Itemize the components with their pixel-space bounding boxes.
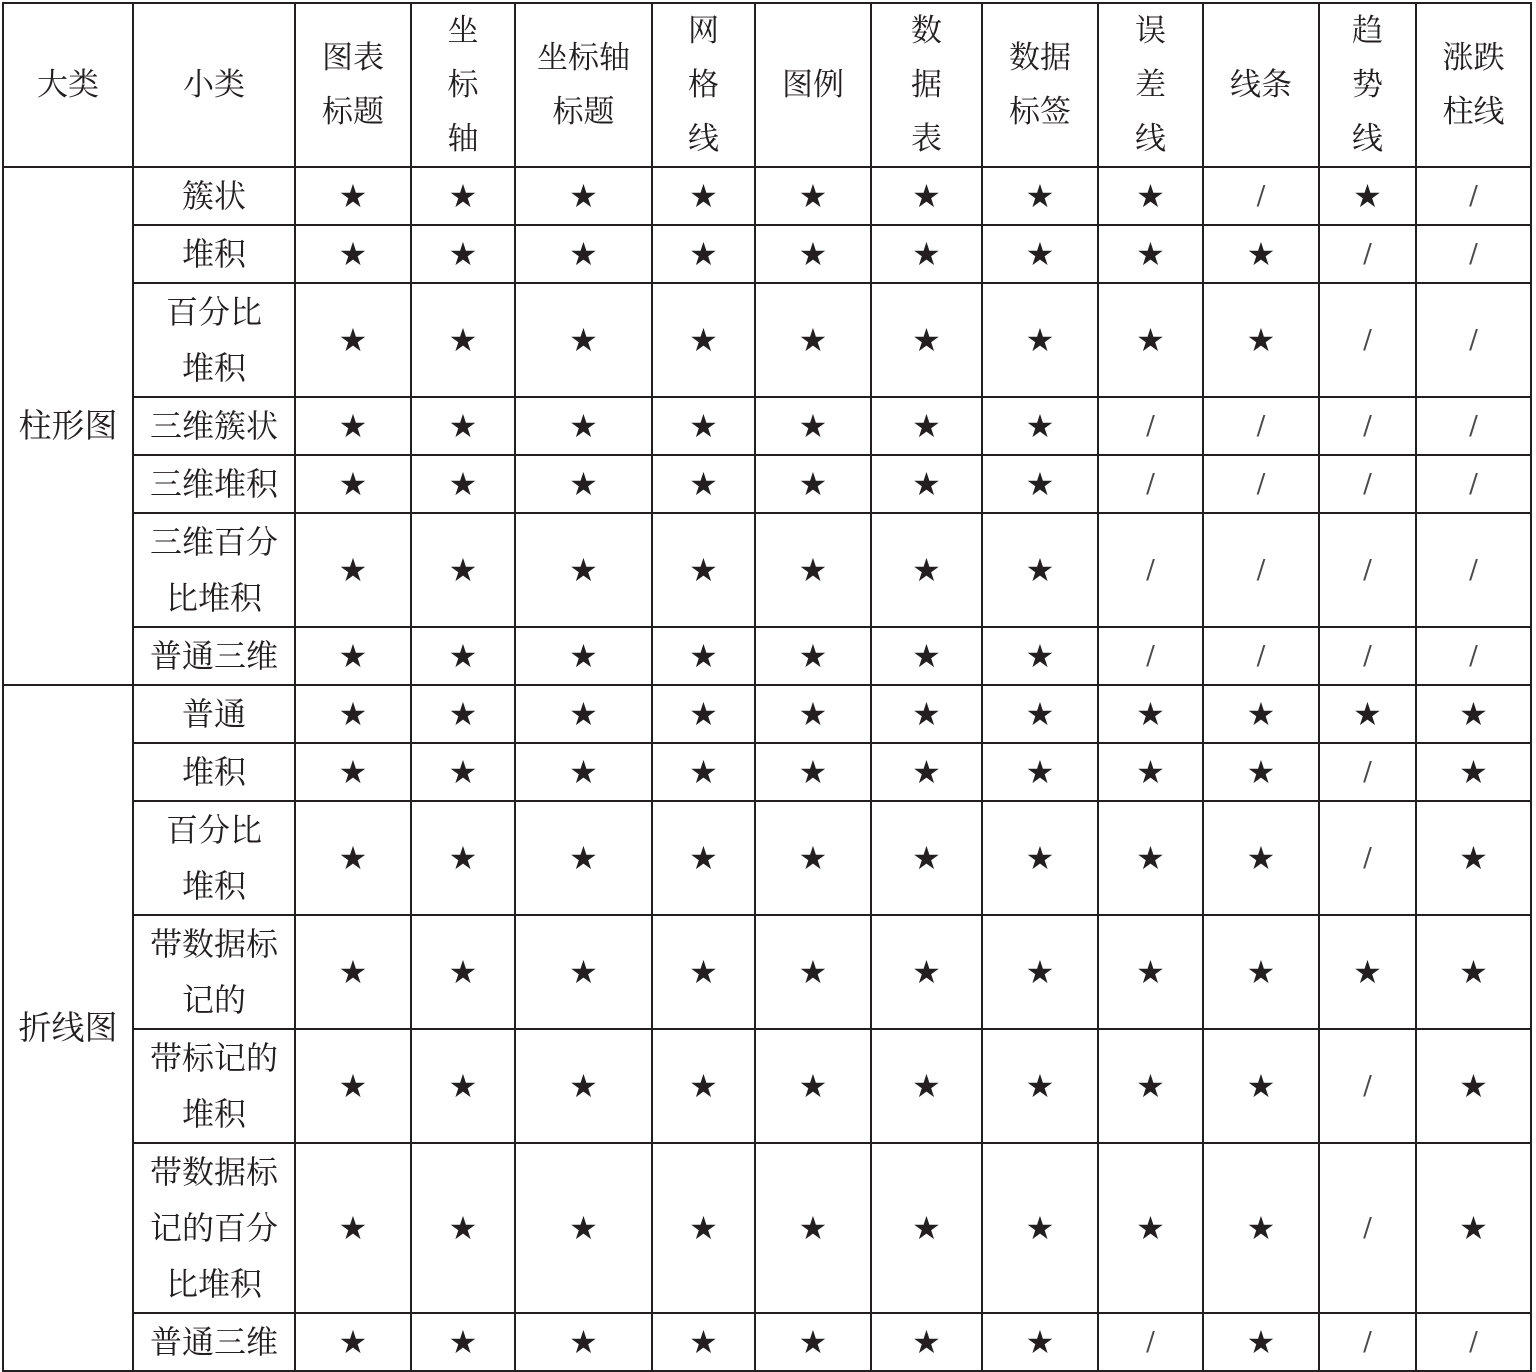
not-supported-slash: / xyxy=(1416,397,1531,455)
column-header-text: 图表 xyxy=(322,40,384,76)
supported-star-icon: ★ xyxy=(982,1313,1098,1371)
supported-star-icon: ★ xyxy=(871,513,982,627)
not-supported-slash: / xyxy=(1203,627,1319,685)
supported-star-icon: ★ xyxy=(755,225,871,283)
supported-star-icon: ★ xyxy=(295,685,411,743)
column-header-chart-title xyxy=(295,3,411,167)
subcategory-text: 三维簇状 xyxy=(149,407,278,445)
column-header-text: 标 xyxy=(447,67,479,103)
table-body xyxy=(3,167,1531,1371)
not-supported-slash: / xyxy=(1319,1029,1416,1143)
supported-star-icon: ★ xyxy=(515,1143,652,1313)
not-supported-slash: / xyxy=(1416,455,1531,513)
supported-star-icon: ★ xyxy=(1319,685,1416,743)
subcategory-text: 带数据标 xyxy=(149,1153,278,1191)
supported-star-icon: ★ xyxy=(1098,225,1203,283)
subcategory-text: 记的百分 xyxy=(149,1209,278,1247)
column-header-text: 标签 xyxy=(1009,94,1071,130)
not-supported-slash: / xyxy=(1416,627,1531,685)
supported-star-icon: ★ xyxy=(515,743,652,801)
supported-star-icon: ★ xyxy=(982,455,1098,513)
supported-star-icon: ★ xyxy=(982,801,1098,915)
supported-star-icon: ★ xyxy=(295,283,411,397)
chart-element-support-table xyxy=(2,2,1532,1372)
not-supported-slash: / xyxy=(1319,1143,1416,1313)
column-header-text: 线 xyxy=(1352,121,1383,157)
supported-star-icon: ★ xyxy=(515,397,652,455)
supported-star-icon: ★ xyxy=(652,455,755,513)
supported-star-icon: ★ xyxy=(515,513,652,627)
table-row xyxy=(3,743,1531,801)
column-header-text: 网 xyxy=(688,13,719,49)
supported-star-icon: ★ xyxy=(411,513,515,627)
column-header-text: 标题 xyxy=(322,94,384,130)
not-supported-slash: / xyxy=(1319,513,1416,627)
supported-star-icon: ★ xyxy=(652,167,755,225)
supported-star-icon: ★ xyxy=(652,743,755,801)
subcategory-text: 百分比 xyxy=(165,293,262,331)
subcategory-cell xyxy=(133,627,295,685)
supported-star-icon: ★ xyxy=(1203,1029,1319,1143)
column-header-text: 数 xyxy=(911,13,942,49)
supported-star-icon: ★ xyxy=(871,685,982,743)
not-supported-slash: / xyxy=(1416,283,1531,397)
supported-star-icon: ★ xyxy=(1416,1143,1531,1313)
table-row xyxy=(3,1313,1531,1371)
not-supported-slash: / xyxy=(1416,513,1531,627)
supported-star-icon: ★ xyxy=(755,283,871,397)
supported-star-icon: ★ xyxy=(411,685,515,743)
supported-star-icon: ★ xyxy=(982,915,1098,1029)
supported-star-icon: ★ xyxy=(295,627,411,685)
subcategory-text: 三维百分 xyxy=(149,523,278,561)
supported-star-icon: ★ xyxy=(871,627,982,685)
supported-star-icon: ★ xyxy=(652,1029,755,1143)
supported-star-icon: ★ xyxy=(652,627,755,685)
supported-star-icon: ★ xyxy=(515,627,652,685)
supported-star-icon: ★ xyxy=(411,225,515,283)
supported-star-icon: ★ xyxy=(755,167,871,225)
not-supported-slash: / xyxy=(1203,455,1319,513)
supported-star-icon: ★ xyxy=(1098,801,1203,915)
supported-star-icon: ★ xyxy=(652,685,755,743)
column-header-text: 坐标轴 xyxy=(537,40,630,76)
column-header-text: 图例 xyxy=(782,67,844,103)
subcategory-cell xyxy=(133,1029,295,1143)
column-header-data-table xyxy=(871,3,982,167)
column-header-text: 数据 xyxy=(1009,40,1071,76)
subcategory-text: 普通三维 xyxy=(149,637,278,675)
table-row xyxy=(3,397,1531,455)
column-header-lines xyxy=(1203,3,1319,167)
not-supported-slash: / xyxy=(1203,513,1319,627)
supported-star-icon: ★ xyxy=(1098,915,1203,1029)
not-supported-slash: / xyxy=(1416,225,1531,283)
supported-star-icon: ★ xyxy=(755,513,871,627)
table-row xyxy=(3,225,1531,283)
column-header-category xyxy=(3,3,133,167)
not-supported-slash: / xyxy=(1319,455,1416,513)
column-header-text: 标题 xyxy=(552,94,615,130)
subcategory-text: 堆积 xyxy=(181,867,246,905)
supported-star-icon: ★ xyxy=(871,397,982,455)
subcategory-cell xyxy=(133,397,295,455)
subcategory-cell xyxy=(133,915,295,1029)
column-header-text: 坐 xyxy=(447,13,479,49)
not-supported-slash: / xyxy=(1319,1313,1416,1371)
column-header-axis xyxy=(411,3,515,167)
supported-star-icon: ★ xyxy=(755,1029,871,1143)
supported-star-icon: ★ xyxy=(982,1029,1098,1143)
supported-star-icon: ★ xyxy=(411,167,515,225)
supported-star-icon: ★ xyxy=(295,397,411,455)
column-header-text: 势 xyxy=(1352,67,1383,103)
supported-star-icon: ★ xyxy=(515,915,652,1029)
not-supported-slash: / xyxy=(1098,455,1203,513)
supported-star-icon: ★ xyxy=(411,1313,515,1371)
supported-star-icon: ★ xyxy=(652,1143,755,1313)
not-supported-slash: / xyxy=(1416,1313,1531,1371)
subcategory-text: 堆积 xyxy=(181,1095,246,1133)
supported-star-icon: ★ xyxy=(1416,915,1531,1029)
not-supported-slash: / xyxy=(1319,627,1416,685)
column-header-text: 差 xyxy=(1135,67,1166,103)
supported-star-icon: ★ xyxy=(652,513,755,627)
supported-star-icon: ★ xyxy=(1319,167,1416,225)
subcategory-text: 带数据标 xyxy=(149,925,278,963)
supported-star-icon: ★ xyxy=(982,397,1098,455)
subcategory-cell xyxy=(133,685,295,743)
supported-star-icon: ★ xyxy=(515,1313,652,1371)
not-supported-slash: / xyxy=(1098,513,1203,627)
supported-star-icon: ★ xyxy=(755,455,871,513)
column-header-data-labels xyxy=(982,3,1098,167)
supported-star-icon: ★ xyxy=(411,915,515,1029)
not-supported-slash: / xyxy=(1098,1313,1203,1371)
not-supported-slash: / xyxy=(1098,397,1203,455)
supported-star-icon: ★ xyxy=(515,225,652,283)
supported-star-icon: ★ xyxy=(652,801,755,915)
supported-star-icon: ★ xyxy=(515,167,652,225)
supported-star-icon: ★ xyxy=(411,283,515,397)
supported-star-icon: ★ xyxy=(1203,225,1319,283)
supported-star-icon: ★ xyxy=(295,743,411,801)
column-header-text: 线 xyxy=(1135,121,1166,157)
column-header-text: 格 xyxy=(688,67,719,103)
not-supported-slash: / xyxy=(1416,167,1531,225)
supported-star-icon: ★ xyxy=(755,685,871,743)
column-header-trendline xyxy=(1319,3,1416,167)
supported-star-icon: ★ xyxy=(982,743,1098,801)
column-header-text: 柱线 xyxy=(1442,94,1505,130)
not-supported-slash: / xyxy=(1319,283,1416,397)
supported-star-icon: ★ xyxy=(1203,915,1319,1029)
supported-star-icon: ★ xyxy=(755,743,871,801)
column-header-legend xyxy=(755,3,871,167)
supported-star-icon: ★ xyxy=(515,1029,652,1143)
subcategory-text: 记的 xyxy=(181,981,246,1019)
subcategory-cell xyxy=(133,1313,295,1371)
column-header-error-bars xyxy=(1098,3,1203,167)
supported-star-icon: ★ xyxy=(871,915,982,1029)
column-header-text: 线条 xyxy=(1230,67,1292,103)
subcategory-cell xyxy=(133,455,295,513)
table-row xyxy=(3,513,1531,627)
supported-star-icon: ★ xyxy=(1203,283,1319,397)
supported-star-icon: ★ xyxy=(515,801,652,915)
supported-star-icon: ★ xyxy=(871,801,982,915)
supported-star-icon: ★ xyxy=(295,1029,411,1143)
table-row xyxy=(3,627,1531,685)
supported-star-icon: ★ xyxy=(515,685,652,743)
supported-star-icon: ★ xyxy=(1098,1143,1203,1313)
supported-star-icon: ★ xyxy=(1416,801,1531,915)
column-header-text: 表 xyxy=(911,121,942,157)
table-row xyxy=(3,915,1531,1029)
supported-star-icon: ★ xyxy=(515,283,652,397)
supported-star-icon: ★ xyxy=(871,225,982,283)
table-row xyxy=(3,1143,1531,1313)
column-header-subcategory xyxy=(133,3,295,167)
supported-star-icon: ★ xyxy=(755,627,871,685)
subcategory-cell xyxy=(133,743,295,801)
subcategory-cell xyxy=(133,225,295,283)
supported-star-icon: ★ xyxy=(515,455,652,513)
supported-star-icon: ★ xyxy=(982,627,1098,685)
supported-star-icon: ★ xyxy=(411,627,515,685)
subcategory-text: 簇状 xyxy=(181,177,246,215)
supported-star-icon: ★ xyxy=(755,397,871,455)
supported-star-icon: ★ xyxy=(411,455,515,513)
supported-star-icon: ★ xyxy=(871,1143,982,1313)
supported-star-icon: ★ xyxy=(295,513,411,627)
supported-star-icon: ★ xyxy=(652,915,755,1029)
subcategory-text: 普通 xyxy=(181,695,246,733)
supported-star-icon: ★ xyxy=(295,455,411,513)
supported-star-icon: ★ xyxy=(1203,743,1319,801)
subcategory-text: 百分比 xyxy=(165,811,262,849)
supported-star-icon: ★ xyxy=(652,1313,755,1371)
column-header-text: 涨跌 xyxy=(1442,40,1505,76)
column-header-text: 据 xyxy=(911,67,942,103)
supported-star-icon: ★ xyxy=(1098,743,1203,801)
not-supported-slash: / xyxy=(1203,167,1319,225)
subcategory-text: 比堆积 xyxy=(165,579,262,617)
supported-star-icon: ★ xyxy=(295,167,411,225)
supported-star-icon: ★ xyxy=(295,1143,411,1313)
supported-star-icon: ★ xyxy=(1098,283,1203,397)
supported-star-icon: ★ xyxy=(871,167,982,225)
supported-star-icon: ★ xyxy=(411,801,515,915)
subcategory-cell xyxy=(133,513,295,627)
subcategory-cell xyxy=(133,801,295,915)
not-supported-slash: / xyxy=(1319,743,1416,801)
table-row xyxy=(3,801,1531,915)
column-header-text: 小类 xyxy=(183,67,245,103)
supported-star-icon: ★ xyxy=(295,915,411,1029)
column-header-gridlines xyxy=(652,3,755,167)
table-row xyxy=(3,167,1531,225)
supported-star-icon: ★ xyxy=(411,1029,515,1143)
supported-star-icon: ★ xyxy=(652,225,755,283)
supported-star-icon: ★ xyxy=(982,685,1098,743)
not-supported-slash: / xyxy=(1098,627,1203,685)
supported-star-icon: ★ xyxy=(755,1313,871,1371)
subcategory-text: 普通三维 xyxy=(149,1323,278,1361)
column-header-text: 大类 xyxy=(37,67,99,103)
supported-star-icon: ★ xyxy=(1203,1143,1319,1313)
supported-star-icon: ★ xyxy=(982,1143,1098,1313)
subcategory-cell xyxy=(133,167,295,225)
subcategory-text: 堆积 xyxy=(181,235,246,273)
supported-star-icon: ★ xyxy=(871,1313,982,1371)
column-header-up-down-bars xyxy=(1416,3,1531,167)
supported-star-icon: ★ xyxy=(295,225,411,283)
subcategory-text: 堆积 xyxy=(181,349,246,387)
not-supported-slash: / xyxy=(1319,397,1416,455)
supported-star-icon: ★ xyxy=(982,225,1098,283)
column-header-text: 线 xyxy=(688,121,719,157)
supported-star-icon: ★ xyxy=(755,801,871,915)
supported-star-icon: ★ xyxy=(652,397,755,455)
supported-star-icon: ★ xyxy=(755,915,871,1029)
column-header-text: 趋 xyxy=(1352,13,1383,49)
supported-star-icon: ★ xyxy=(982,167,1098,225)
supported-star-icon: ★ xyxy=(411,397,515,455)
supported-star-icon: ★ xyxy=(1416,685,1531,743)
supported-star-icon: ★ xyxy=(871,283,982,397)
subcategory-text: 带标记的 xyxy=(149,1039,278,1077)
supported-star-icon: ★ xyxy=(652,283,755,397)
supported-star-icon: ★ xyxy=(411,1143,515,1313)
supported-star-icon: ★ xyxy=(411,743,515,801)
category-cell: 折线图 xyxy=(3,685,133,1371)
subcategory-text: 比堆积 xyxy=(165,1265,262,1303)
header-row xyxy=(3,3,1531,167)
supported-star-icon: ★ xyxy=(1203,801,1319,915)
supported-star-icon: ★ xyxy=(1203,685,1319,743)
column-header-text: 误 xyxy=(1135,13,1166,49)
supported-star-icon: ★ xyxy=(871,743,982,801)
subcategory-text: 三维堆积 xyxy=(149,465,278,503)
supported-star-icon: ★ xyxy=(295,801,411,915)
not-supported-slash: / xyxy=(1203,397,1319,455)
subcategory-text: 堆积 xyxy=(181,753,246,791)
supported-star-icon: ★ xyxy=(871,1029,982,1143)
supported-star-icon: ★ xyxy=(1203,1313,1319,1371)
table-row xyxy=(3,685,1531,743)
supported-star-icon: ★ xyxy=(982,283,1098,397)
supported-star-icon: ★ xyxy=(1098,685,1203,743)
supported-star-icon: ★ xyxy=(871,455,982,513)
not-supported-slash: / xyxy=(1319,225,1416,283)
not-supported-slash: / xyxy=(1319,801,1416,915)
table-row xyxy=(3,455,1531,513)
supported-star-icon: ★ xyxy=(1319,915,1416,1029)
supported-star-icon: ★ xyxy=(755,1143,871,1313)
supported-star-icon: ★ xyxy=(1098,167,1203,225)
table-row xyxy=(3,1029,1531,1143)
subcategory-cell xyxy=(133,1143,295,1313)
table-row xyxy=(3,283,1531,397)
category-cell: 柱形图 xyxy=(3,167,133,685)
supported-star-icon: ★ xyxy=(1416,1029,1531,1143)
column-header-axis-title xyxy=(515,3,652,167)
supported-star-icon: ★ xyxy=(982,513,1098,627)
supported-star-icon: ★ xyxy=(295,1313,411,1371)
supported-star-icon: ★ xyxy=(1416,743,1531,801)
subcategory-cell xyxy=(133,283,295,397)
column-header-text: 轴 xyxy=(447,121,479,157)
supported-star-icon: ★ xyxy=(1098,1029,1203,1143)
